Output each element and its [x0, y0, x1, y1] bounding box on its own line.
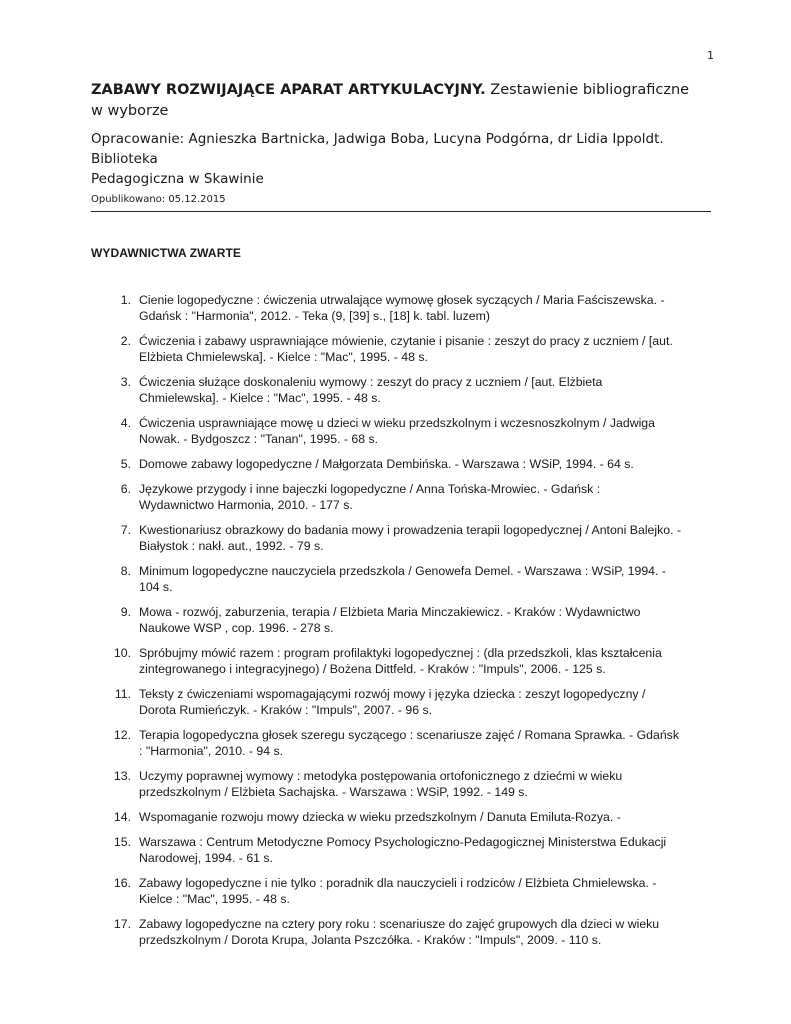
document-header — [91, 80, 711, 205]
list-item-number: 5. — [120, 457, 131, 471]
list-item-text — [139, 522, 711, 554]
entry-line-1: Zabawy logopedyczne na cztery pory roku : scenariusze do zajęć grupowych dla dzieci w wieku — [139, 917, 660, 931]
entry-line-2: Kielce : "Mac", 1995. - 48 s. — [139, 892, 290, 906]
entry-line-2: Narodowej, 1994. - 61 s. — [139, 851, 273, 865]
list-item-number: 2. — [120, 334, 131, 348]
list-item-number: 15. — [113, 835, 131, 849]
list-item — [91, 604, 711, 636]
list-item-text — [139, 768, 711, 800]
list-item — [91, 415, 711, 447]
list-item — [91, 727, 711, 759]
entry-line-2: Wydawnictwo Harmonia, 2010. - 177 s. — [139, 498, 353, 512]
list-item-number: 12. — [113, 728, 131, 742]
list-item — [91, 809, 711, 825]
bibliography-list — [91, 292, 711, 957]
list-item-text — [139, 456, 711, 472]
entry-line-2: Naukowe WSP , cop. 1996. - 278 s. — [139, 621, 334, 635]
list-item-number: 17. — [113, 917, 131, 931]
entry-line-1: Domowe zabawy logopedyczne / Małgorzata Dembińska. - Warszawa : WSiP, 1994. - 64 s. — [139, 457, 634, 471]
list-item-text — [139, 916, 711, 948]
list-item — [91, 563, 711, 595]
list-item-text — [139, 563, 711, 595]
entry-line-1: Uczymy poprawnej wymowy : metodyka postępowania ortofonicznego z dziećmi w wieku — [139, 769, 623, 783]
list-item — [91, 481, 711, 513]
title-rest: Zestawienie bibliograficzne — [485, 82, 690, 98]
list-item-text — [139, 727, 711, 759]
entry-line-1: Warszawa : Centrum Metodyczne Pomocy Psychologiczno-Pedagogicznej Ministerstwa Edukacji — [139, 835, 667, 849]
list-item-number: 14. — [113, 810, 131, 824]
entry-line-1: Mowa - rozwój, zaburzenia, terapia / Elżbieta Maria Minczakiewicz. - Kraków : Wydawnictwo — [139, 605, 641, 619]
entry-line-2: zintegrowanego i integracyjnego) / Bożena Dittfeld. - Kraków : "Impuls", 2006. - 125 s. — [139, 662, 606, 676]
list-item-text — [139, 374, 711, 406]
credits-line-1: Opracowanie: Agnieszka Bartnicka, Jadwiga Boba, Lucyna Podgórna, dr Lidia Ippoldt. Biblioteka — [91, 131, 664, 167]
list-item — [91, 333, 711, 365]
entry-line-2: Gdańsk : "Harmonia", 2012. - Teka (9, [39] s., [18] k. tabl. luzem) — [139, 309, 490, 323]
list-item-number: 7. — [120, 523, 131, 537]
list-item-text — [139, 809, 711, 825]
list-item-text — [139, 645, 711, 677]
entry-line-2: przedszkolnym / Dorota Krupa, Jolanta Pszczółka. - Kraków : "Impuls", 2009. - 110 s. — [139, 933, 602, 947]
entry-line-1: Zabawy logopedyczne i nie tylko : poradnik dla nauczycieli i rodziców / Elżbieta Chmielewska. - — [139, 876, 657, 890]
list-item-number: 10. — [113, 646, 131, 660]
header-divider — [91, 211, 711, 212]
entry-line-1: Językowe przygody i inne bajeczki logopedyczne / Anna Tońska-Mrowiec. - Gdańsk : — [139, 482, 601, 496]
list-item — [91, 834, 711, 866]
entry-line-2: przedszkolnym / Elżbieta Sachajska. - Warszawa : WSiP, 1992. - 149 s. — [139, 785, 528, 799]
title-line-2: w wyborze — [91, 103, 169, 119]
list-item-text — [139, 333, 711, 365]
entry-line-2: Białystok : nakł. aut., 1992. - 79 s. — [139, 539, 324, 553]
entry-line-2: Nowak. - Bydgoszcz : "Tanan", 1995. - 68 s. — [139, 432, 379, 446]
entry-line-2: Chmielewska]. - Kielce : "Mac", 1995. - 48 s. — [139, 391, 381, 405]
list-item-number: 16. — [113, 876, 131, 890]
list-item — [91, 686, 711, 718]
entry-line-2: 104 s. — [139, 580, 173, 594]
list-item-number: 1. — [120, 293, 131, 307]
credits — [91, 129, 711, 189]
entry-line-2: Elżbieta Chmielewska]. - Kielce : "Mac", 1995. - 48 s. — [139, 350, 428, 364]
document-title — [91, 80, 711, 101]
list-item — [91, 374, 711, 406]
list-item-text — [139, 875, 711, 907]
list-item-text — [139, 292, 711, 324]
credits-line-2: Pedagogiczna w Skawinie — [91, 171, 264, 187]
list-item — [91, 456, 711, 472]
published-date: Opublikowano: 05.12.2015 — [91, 194, 226, 205]
entry-line-1: Cienie logopedyczne : ćwiczenia utrwalające wymowę głosek syczących / Maria Faściszewska. - — [139, 293, 665, 307]
list-item-text — [139, 686, 711, 718]
list-item-text — [139, 604, 711, 636]
list-item — [91, 875, 711, 907]
entry-line-1: Spróbujmy mówić razem : program profilaktyki logopedycznej : (dla przedszkoli, klas kształcenia — [139, 646, 662, 660]
entry-line-2: : "Harmonia", 2010. - 94 s. — [139, 744, 284, 758]
entry-line-1: Ćwiczenia służące doskonaleniu wymowy : zeszyt do pracy z uczniem / [aut. Elżbieta — [139, 375, 603, 389]
page-number: 1 — [707, 49, 714, 62]
entry-line-1: Ćwiczenia usprawniające mowę u dzieci w wieku przedszkolnym i wczesnoszkolnym / Jadwiga — [139, 416, 655, 430]
list-item-text — [139, 415, 711, 447]
list-item-number: 3. — [120, 375, 131, 389]
list-item-number: 11. — [114, 687, 131, 701]
list-item — [91, 292, 711, 324]
list-item-number: 8. — [120, 564, 131, 578]
entry-line-1: Ćwiczenia i zabawy usprawniające mówienie, czytanie i pisanie : zeszyt do pracy z uczniem / [aut. — [139, 334, 673, 348]
entry-line-1: Kwestionariusz obrazkowy do badania mowy i prowadzenia terapii logopedycznej / Antoni Balejko. - — [139, 523, 682, 537]
entry-line-1: Teksty z ćwiczeniami wspomagającymi rozwój mowy i języka dziecka : zeszyt logopedyczny / — [139, 687, 646, 701]
list-item-number: 13. — [113, 769, 131, 783]
list-item — [91, 768, 711, 800]
list-item-number: 4. — [120, 416, 131, 430]
section-heading: WYDAWNICTWA ZWARTE — [91, 246, 242, 260]
list-item — [91, 916, 711, 948]
list-item-text — [139, 481, 711, 513]
list-item — [91, 645, 711, 677]
entry-line-1: Minimum logopedyczne nauczyciela przedszkola / Genowefa Demel. - Warszawa : WSiP, 1994. - — [139, 564, 666, 578]
entry-line-1: Terapia logopedyczna głosek szeregu syczącego : scenariusze zajęć / Romana Sprawka. - Gdańsk — [139, 728, 679, 742]
list-item-number: 9. — [120, 605, 131, 619]
entry-line-1: Wspomaganie rozwoju mowy dziecka w wieku przedszkolnym / Danuta Emiluta-Rozya. - — [139, 810, 621, 824]
title-bold: ZABAWY ROZWIJAJĄCE APARAT ARTYKULACYJNY. — [91, 82, 486, 98]
list-item — [91, 522, 711, 554]
entry-line-2: Dorota Rumieńczyk. - Kraków : "Impuls", 2007. - 96 s. — [139, 703, 433, 717]
list-item-number: 6. — [120, 482, 131, 496]
list-item-text — [139, 834, 711, 866]
